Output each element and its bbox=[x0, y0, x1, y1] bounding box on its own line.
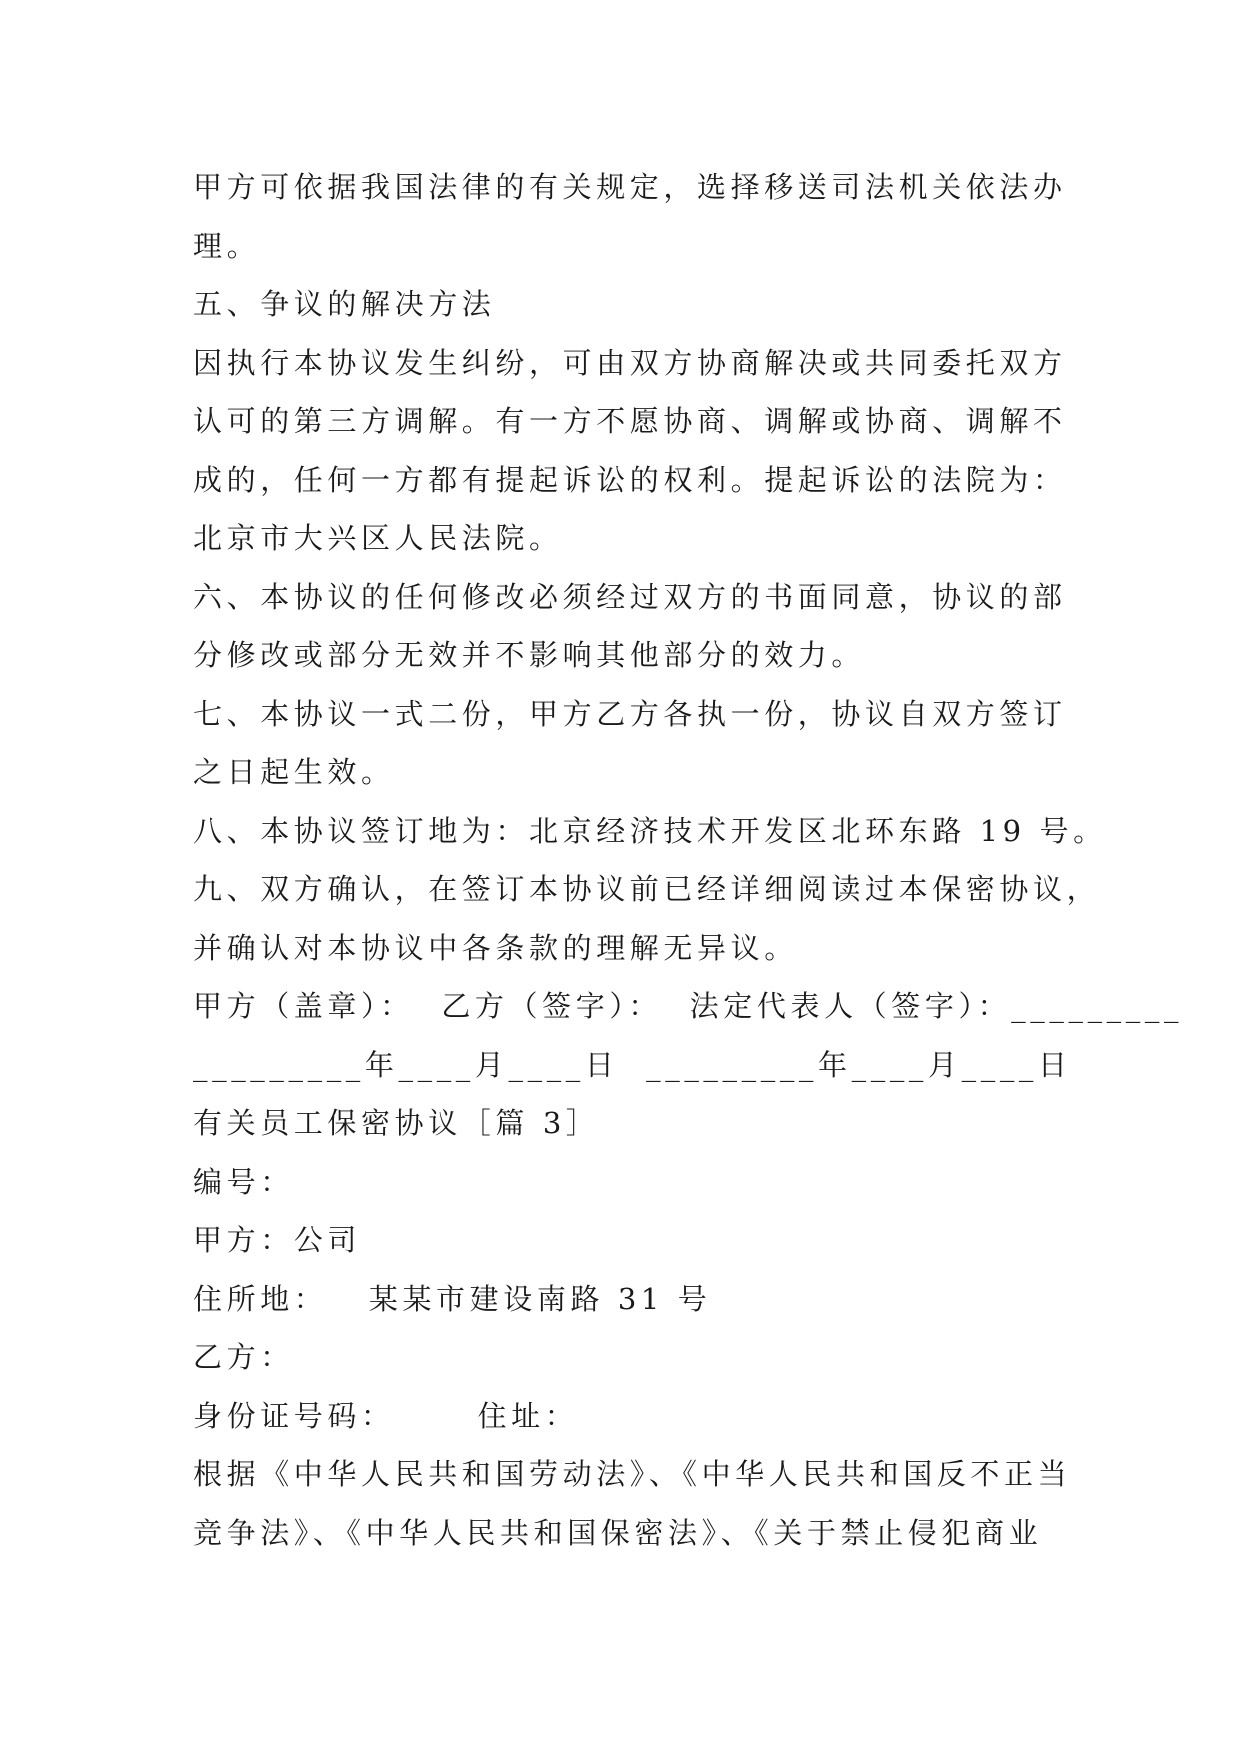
clause-line: 九、双方确认，在签订本协议前已经详细阅读过本保密协议， bbox=[193, 872, 1101, 906]
document-title: 有关员工保密协议［篇 3］ bbox=[193, 1106, 600, 1140]
section-heading: 五、争议的解决方法 bbox=[193, 287, 496, 321]
address-field: 住所地： 某某市建设南路 31 号 bbox=[193, 1281, 712, 1316]
document-body bbox=[193, 158, 1184, 1562]
clause-line: 八、本协议签订地为：北京经济技术开发区北环东路 19 号。 bbox=[193, 813, 1107, 848]
party-a-field: 甲方：公司 bbox=[193, 1223, 362, 1257]
signature-line: 甲方（盖章）： 乙方（签字）： 法定代表人（签字）：_________ bbox=[193, 989, 1184, 1023]
text-line: 之日起生效。 bbox=[193, 755, 395, 789]
clause-line: 六、本协议的任何修改必须经过双方的书面同意，协议的部 bbox=[193, 579, 1067, 614]
text-line: 竞争法》、《中华人民共和国保密法》、《关于禁止侵犯商业 bbox=[193, 1515, 1043, 1550]
text-line: 并确认对本协议中各条款的理解无异议。 bbox=[193, 930, 798, 965]
text-line: 北京市大兴区人民法院。 bbox=[193, 521, 563, 555]
text-line: 认可的第三方调解。有一方不愿协商、调解或协商、调解不 bbox=[193, 404, 1067, 438]
number-field: 编号： bbox=[193, 1164, 294, 1199]
text-line: 成的，任何一方都有提起诉讼的权利。提起诉讼的法院为： bbox=[193, 462, 1067, 497]
text-line: 甲方可依据我国法律的有关规定，选择移送司法机关依法办 bbox=[193, 170, 1067, 204]
text-line: 分修改或部分无效并不影响其他部分的效力。 bbox=[193, 638, 866, 672]
text-line: 根据《中华人民共和国劳动法》、《中华人民共和国反不正当 bbox=[193, 1457, 1072, 1491]
date-line: _________年____月____日 _________年____月____日 bbox=[193, 1047, 1072, 1082]
id-address-field: 身份证号码： 住址： bbox=[193, 1398, 579, 1433]
text-line: 理。 bbox=[193, 228, 261, 263]
text-line: 因执行本协议发生纠纷，可由双方协商解决或共同委托双方 bbox=[193, 345, 1067, 380]
party-b-field: 乙方： bbox=[193, 1340, 294, 1374]
clause-line: 七、本协议一式二份，甲方乙方各执一份，协议自双方签订 bbox=[193, 696, 1067, 731]
